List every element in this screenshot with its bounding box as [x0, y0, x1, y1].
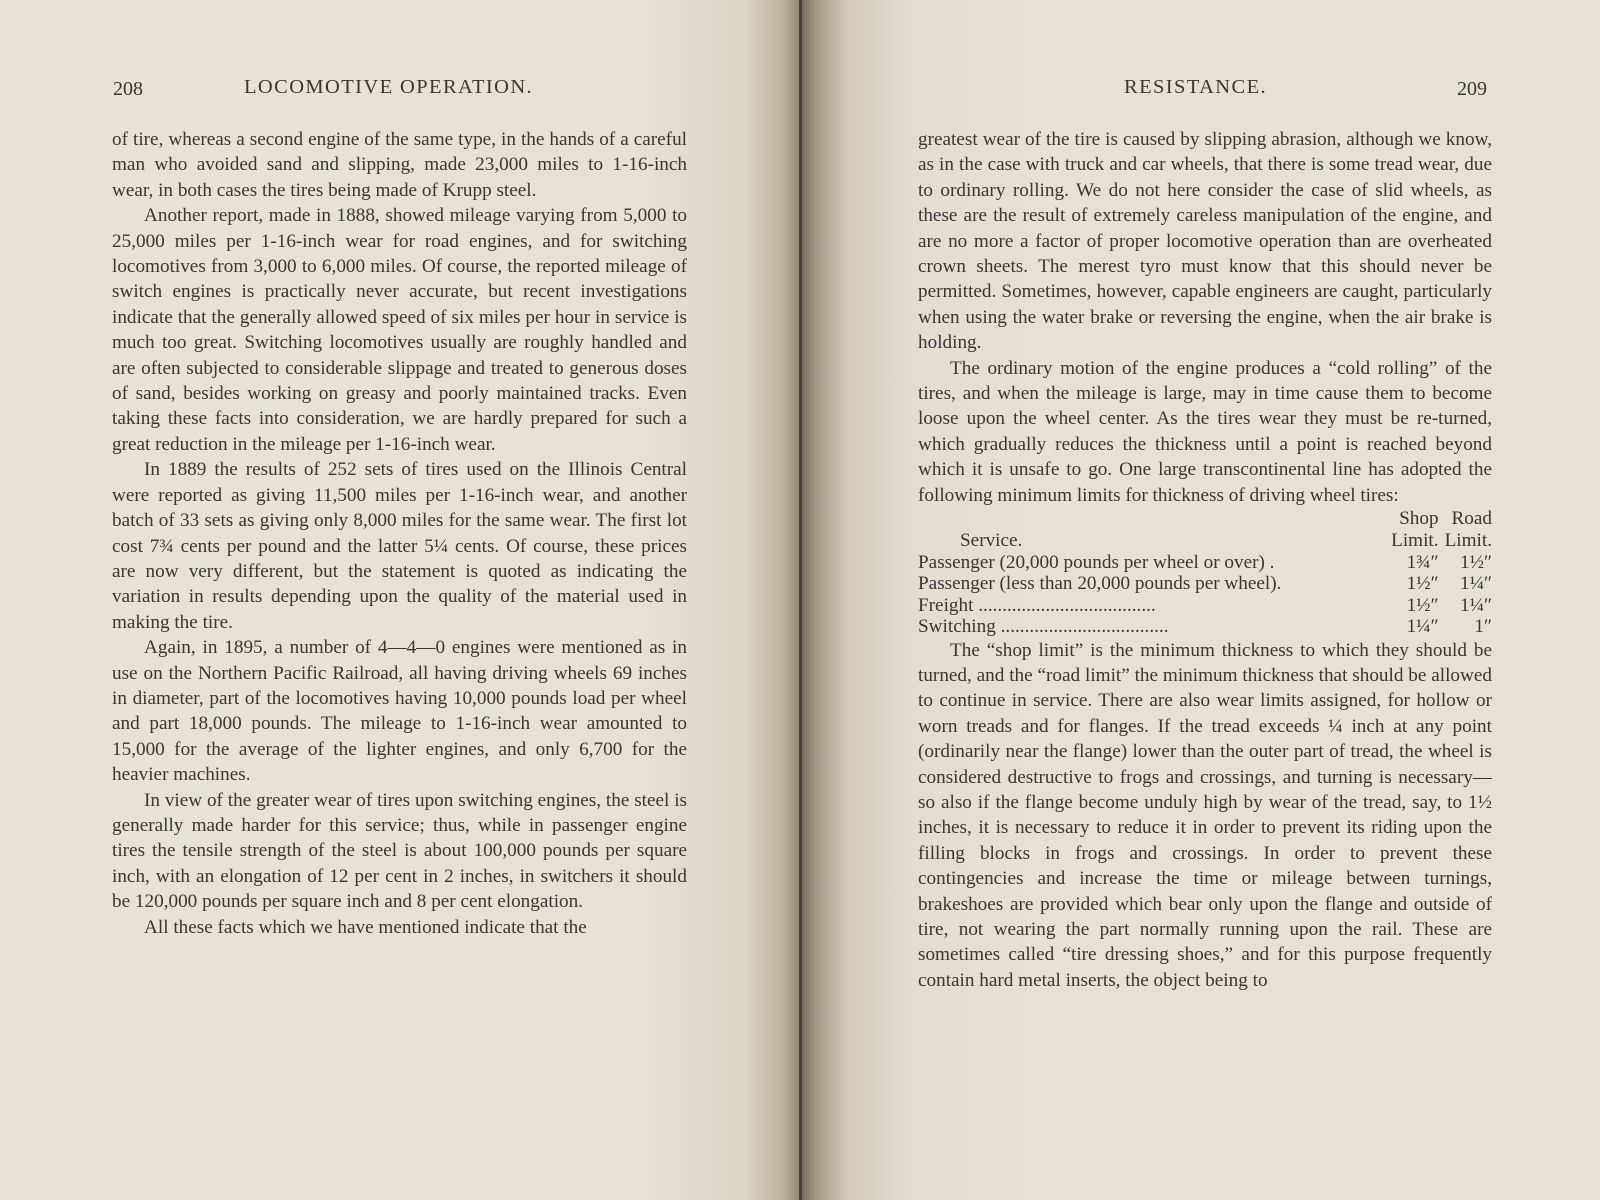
table-row [918, 595, 1492, 617]
right-page [800, 0, 1600, 1200]
header-service: Service. [960, 530, 1023, 552]
page-number: 208 [113, 78, 143, 100]
running-title: LOCOMOTIVE OPERATION. [244, 76, 534, 98]
shop-limit-cell: 1¾″ [1406, 551, 1439, 573]
book-spine [799, 0, 802, 1200]
paragraph: greatest wear of the tire is caused by slipping abrasion, although we know, as in the case with truck and car wheels, that there is some tread wear, due to ordinary rolling. We do not here consider the case of slid wheels, as these are the result of extremely careless manipulation of the engine, and are no more a factor of proper locomotive operation than are overheated crown sheets. The merest tyro must know that this should never be permitted. Sometimes, however, capable engineers are caught, particularly when using the water brake or reversing the engine, when the air brake is holding. [918, 129, 1492, 354]
paragraph: All these facts which we have mentioned indicate that the [144, 916, 587, 938]
shop-limit-cell: 1½″ [1406, 594, 1439, 616]
paragraph: of tire, whereas a second engine of the same type, in the hands of a careful man who avoided sand and slipping, made 23,000 miles to 1-16-inch wear, in both cases the tires being made of Krupp steel. [112, 129, 687, 201]
service-cell: Freight ..................................... [918, 594, 1156, 616]
shop-limit-cell: 1¼″ [1406, 616, 1439, 638]
table-row [918, 573, 1492, 595]
road-limit-cell: 1½″ [1460, 551, 1492, 573]
road-limit-cell: 1¼″ [1460, 594, 1492, 616]
header-road-limit: Limit. [1444, 530, 1492, 552]
paragraph: Another report, made in 1888, showed mileage varying from 5,000 to 25,000 miles per 1-16-inch wear for road engines, and for switching locomotives from 3,000 to 6,000 miles. Of course, the reported mileage of switch engines is practically never accurate, but recent investigations indicate that the generally allowed speed of six miles per hour in service is much too great. Switching locomotives usually are roughly handled and are often subjected to considerable slippage and treated to generous doses of sand, besides working on greasy and poorly maintained tracks. Even taking these facts into consideration, we are hardly prepared for such a great reduction in the mileage per 1-16-inch wear. [112, 205, 687, 455]
service-cell: Passenger (20,000 pounds per wheel or over) . [918, 551, 1275, 573]
paragraph: Again, in 1895, a number of 4—4—0 engines were mentioned as in use on the Northern Pacific Railroad, all having driving wheels 69 inches in diameter, part of the locomotives having 10,000 pounds load per wheel and part 18,000 pounds. The mileage to 1-16-inch wear amounted to 15,000 for the average of the lighter engines, and only 6,700 for the heavier machines. [112, 637, 687, 786]
service-cell: Switching ................................... [918, 616, 1169, 638]
shop-limit-cell: 1½″ [1406, 573, 1439, 595]
page-body [918, 127, 1492, 993]
service-cell: Passenger (less than 20,000 pounds per wheel). [918, 573, 1282, 595]
header-shop: Shop [1399, 508, 1439, 530]
page-number: 209 [1457, 78, 1487, 100]
header-road: Road [1451, 508, 1492, 530]
road-limit-cell: 1″ [1474, 616, 1492, 638]
paragraph: In view of the greater wear of tires upon switching engines, the steel is generally made harder for this service; thus, while in passenger engine tires the tensile strength of the steel is about 100,000 pounds per square inch, with an elongation of 12 per cent in 2 inches, in switchers it should be 120,000 pounds per square inch and 8 per cent elongation. [112, 789, 687, 913]
table-row [918, 616, 1492, 638]
road-limit-cell: 1¼″ [1460, 573, 1492, 595]
paragraph: In 1889 the results of 252 sets of tires used on the Illinois Central were reported as giving 11,500 miles per 1-16-inch wear, and another batch of 33 sets as giving only 8,000 miles for the same wear. The first lot cost 7¾ cents per pound and the latter 5¼ cents. Of course, these prices are now very different, but the statement is quoted as indicating the variation in results depending upon the quality of the material used in making the tire. [112, 459, 687, 633]
table-header-row [918, 530, 1492, 552]
table-header-row [918, 508, 1492, 530]
paragraph: The “shop limit” is the minimum thickness to which they should be turned, and the “road limit” the minimum thickness that should be allowed to continue in service. There are also wear limits assigned, for hollow or worn treads and for flanges. If the tread exceeds ¼ inch at any point (ordinarily near the flange) lower than the outer part of tread, the wheel is considered destructive to frogs and crossings, and turning is necessary—so also if the flange become unduly high by wear of the tread, say, to 1½ inches, it is necessary to reduce it in order to prevent its riding upon the filling blocks in frogs and crossings. In order to prevent these contingencies and increase the time or mileage between turnings, brakeshoes are provided which bear only upon the flange and outside of tire, not wearing the part normally running upon the rail. These are sometimes called “tire dressing shoes,” and for this purpose frequently contain hard metal inserts, the object being to [918, 639, 1492, 991]
header-shop-limit: Limit. [1391, 530, 1439, 552]
running-title: RESISTANCE. [1124, 76, 1268, 98]
paragraph: The ordinary motion of the engine produces a “cold rolling” of the tires, and when the mileage is large, may in time cause them to become loose upon the wheel center. As the tires wear they must be re-turned, which gradually reduces the thickness until a point is reached beyond which it is unsafe to go. One large transcontinental line has adopted the following minimum limits for thickness of driving wheel tires: [918, 357, 1492, 506]
tire-limits-table [918, 508, 1492, 638]
page-body [112, 127, 687, 940]
table-row [918, 552, 1492, 574]
